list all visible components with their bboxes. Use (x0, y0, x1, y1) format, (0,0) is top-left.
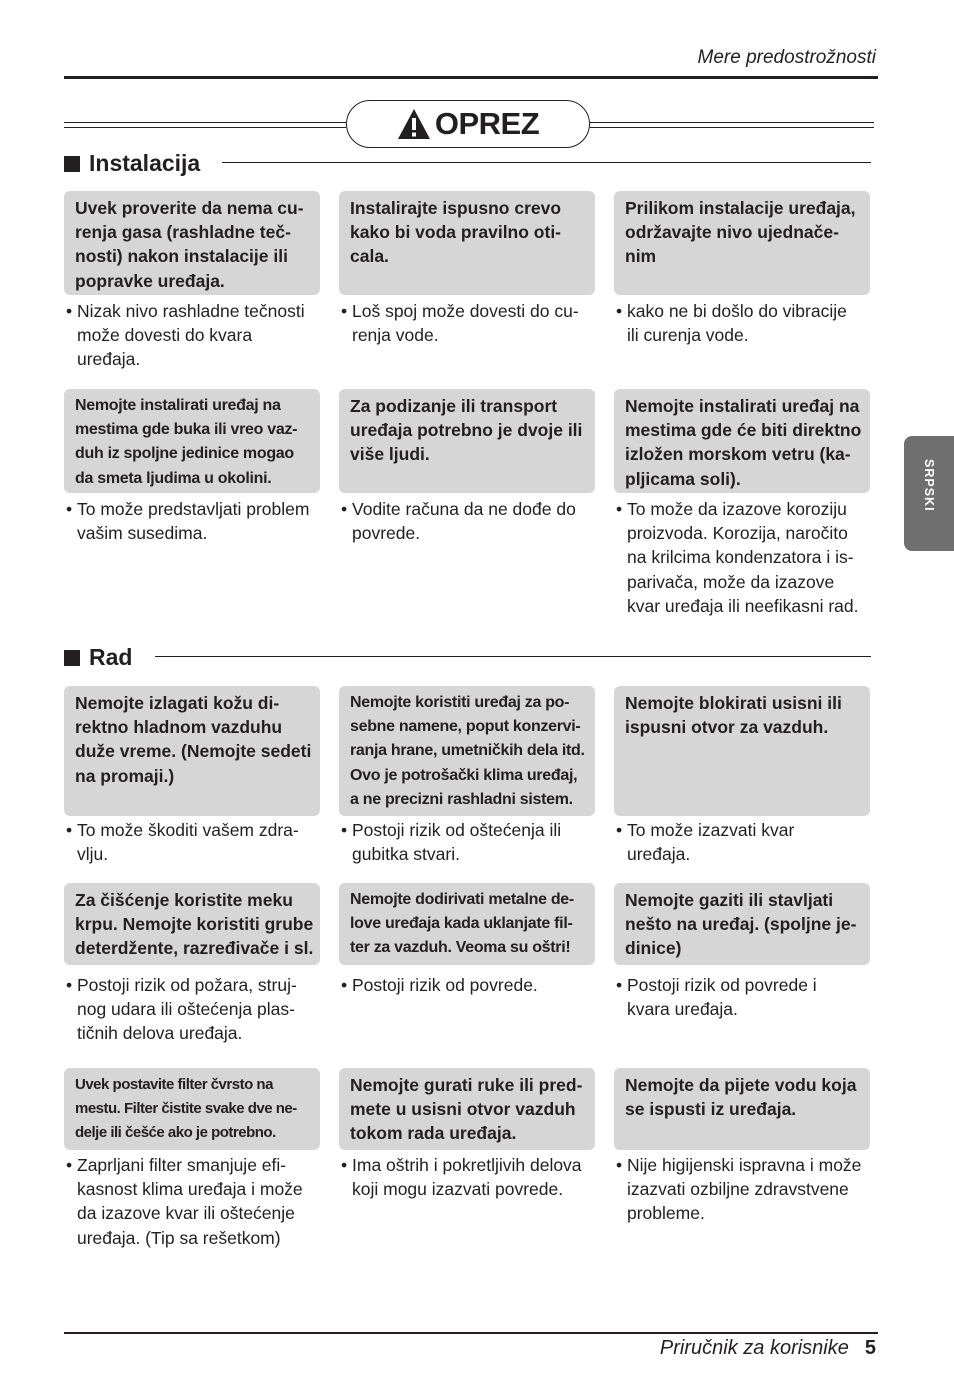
footer-title: Priručnik za korisnike (659, 1337, 849, 1359)
warning-note: • Postoji rizik od požara, struj- nog udara ili oštećenja plas- tičnih delova uređaja. (66, 975, 297, 1044)
warning-box: Nemojte da pijete vodu koja se ispusti iz uređaja. (614, 1068, 870, 1150)
warning-box: Instalirajte ispusno crevo kako bi voda pravilno oti- cala. (339, 191, 595, 295)
warning-note: • kako ne bi došlo do vibracije ili curenja vode. (616, 301, 847, 346)
section-heading (64, 150, 200, 177)
warning-box: Nemojte blokirati usisni ili ispusni otvor za vazduh. (614, 686, 870, 816)
warning-note: • Postoji rizik od povrede. (341, 975, 538, 995)
warning-note: • Nije higijenski ispravna i može izazvati ozbiljne zdravstvene probleme. (616, 1155, 862, 1224)
warning-note: • Vodite računa da ne dođe do povrede. (341, 499, 576, 544)
warning-box: Za čišćenje koristite meku krpu. Nemojte koristiti grube deterdžente, razređivače i sl. (64, 883, 320, 965)
footer-text (660, 1337, 876, 1360)
banner-box (346, 100, 590, 148)
warning-note: • Loš spoj može dovesti do cu- renja vode. (341, 301, 579, 346)
warning-note: • Postoji rizik od oštećenja ili gubitka stvari. (341, 820, 562, 865)
banner-title: OPREZ (434, 106, 540, 141)
warning-note: • Ima oštrih i pokretljivih delova koji mogu izazvati povrede. (341, 1155, 582, 1200)
warning-box: Nemojte koristiti uređaj za po- sebne namene, poput konzervi- ranja hrane, umetničkih dela itd. Ovo je potrošački klima uređaj, a ne precizni rashladni sistem. (339, 686, 595, 816)
section-title: Rad (89, 644, 133, 670)
header-rule (64, 76, 878, 79)
section-bullet-square (64, 650, 80, 666)
warning-box: Nemojte instalirati uređaj na mestima gde će biti direktno izložen morskom vetru (ka- pljicama soli). (614, 389, 870, 493)
warning-note: • Zaprljani filter smanjuje efi- kasnost klima uređaja i može da izazove kvar ili oštećenje uređaja. (Tip sa rešetkom) (66, 1155, 303, 1248)
warning-note: • To može da izazove koroziju proizvoda. Korozija, naročito na krilcima kondenzatora i is- parivača, može da izazove kvar uređaja ili neefikasni rad. (616, 499, 859, 616)
section-heading (64, 644, 132, 671)
language-side-tab-label: SRPSKI (922, 459, 936, 512)
warning-note: • Nizak nivo rashladne tečnosti može dovesti do kvara uređaja. (66, 301, 305, 370)
warning-note: • Postoji rizik od povrede i kvara uređaja. (616, 975, 817, 1020)
warning-note: • To može škoditi vašem zdra- vlju. (66, 820, 299, 865)
footer-rule (64, 1332, 878, 1334)
section-rule (222, 162, 871, 163)
banner-rule-right (590, 122, 874, 128)
warning-note: • To može predstavljati problem vašim susedima. (66, 499, 310, 544)
warning-box: Nemojte gurati ruke ili pred- mete u usisni otvor vazduh tokom rada uređaja. (339, 1068, 595, 1150)
warning-box: Nemojte gaziti ili stavljati nešto na uređaj. (spoljne je- dinice) (614, 883, 870, 965)
warning-triangle-icon (397, 108, 431, 140)
warning-box: Uvek proverite da nema cu- renja gasa (rashladne teč- nosti) nakon instalacije ili popravke uređaja. (64, 191, 320, 295)
warning-box: Prilikom instalacije uređaja, održavajte nivo ujednače- nim (614, 191, 870, 295)
section-rule (155, 656, 871, 657)
header-section-title: Mere predostrožnosti (697, 47, 876, 68)
warning-note: • To može izazvati kvar uređaja. (616, 820, 795, 865)
page-number: 5 (864, 1337, 876, 1359)
warning-box: Uvek postavite filter čvrsto na mestu. Filter čistite svake dve ne- delje ili češće ako je potrebno. (64, 1068, 320, 1150)
section-bullet-square (64, 156, 80, 172)
section-title: Instalacija (89, 150, 201, 176)
warning-box: Nemojte izlagati kožu di- rektno hladnom vazduhu duže vreme. (Nemojte sedeti na promaji.) (64, 686, 320, 816)
banner-rule-left (64, 122, 346, 128)
warning-box: Za podizanje ili transport uređaja potrebno je dvoje ili više ljudi. (339, 389, 595, 493)
warning-box: Nemojte instalirati uređaj na mestima gde buka ili vreo vaz- duh iz spoljne jedinice mogao da smeta ljudima u okolini. (64, 389, 320, 493)
warning-box: Nemojte dodirivati metalne de- love uređaja kada uklanjate fil- ter za vazduh. Veoma su oštri! (339, 883, 595, 965)
